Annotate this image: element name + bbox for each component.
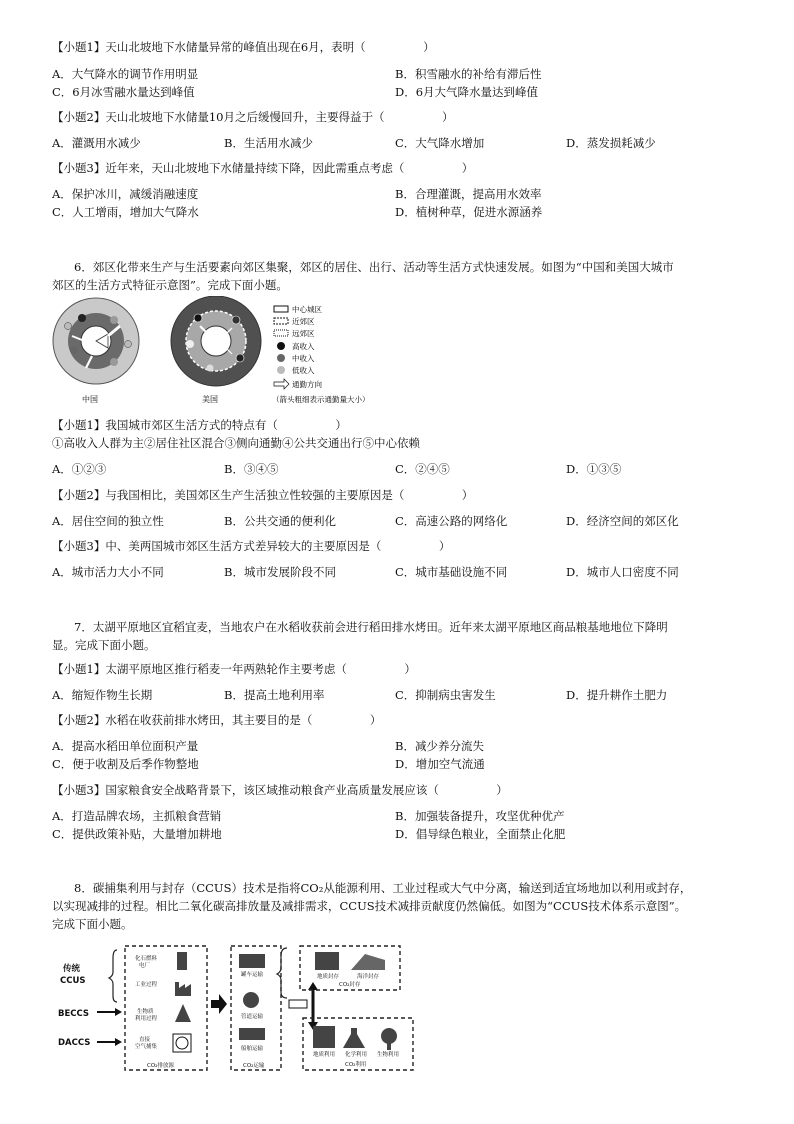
q7-s2-option-a[interactable]: A．提高水稻田单位面积产量 <box>52 739 199 753</box>
geo-storage-icon <box>315 952 339 970</box>
q6-s1-option-c[interactable]: C．②④⑤ <box>395 462 450 476</box>
q7-s2-option-d[interactable]: D．增加空气流通 <box>395 757 485 771</box>
q8-intro-line2: 以实现减排的过程。相比二氧化碳高排放量及减排需求，CCUS技术减排贡献度仍然偏低。如图为“CCUS技术体系示意图”。 <box>52 899 687 913</box>
q5-s2-stem: 【小题2】天山北坡地下水储量10月之后缓慢回升，主要得益于（ ） <box>52 110 454 124</box>
ccus-system-figure <box>55 938 435 1080</box>
plant-icon <box>381 1028 397 1044</box>
legend-note: （箭头粗细表示通勤量大小） <box>272 395 370 404</box>
q8-intro-line3: 完成下面小题。 <box>52 917 133 931</box>
q6-intro-line1: 6．郊区化带来生产与生活要素向郊区集聚，郊区的居住、出行、活动等生活方式快速发展。如图为“中国和美国大城市 <box>74 260 674 274</box>
legend-mid-income: 中收入 <box>292 354 315 363</box>
src-fossil-b: 电厂 <box>139 963 151 969</box>
src-dac: 直接 <box>139 1037 151 1043</box>
tr-title: CO₂运输 <box>243 1063 265 1069</box>
st-title: CO₂封存 <box>339 982 361 988</box>
q7-s3-option-c[interactable]: C．提供政策补贴，大量增加耕地 <box>52 827 222 841</box>
factory-icon <box>175 982 191 996</box>
suburb-lifestyle-figure <box>50 296 390 412</box>
q7-s1-option-d[interactable]: D．提升耕作土肥力 <box>566 688 668 702</box>
q6-s2-option-c[interactable]: C．高速公路的网络化 <box>395 514 508 528</box>
us-title: CO₂利用 <box>345 1062 367 1068</box>
q6-s3-option-b[interactable]: B．城市发展阶段不同 <box>224 565 336 579</box>
power-plant-icon <box>177 952 187 970</box>
q5-s1-option-c[interactable]: C．6月冰雪融水量达到峰值 <box>52 85 195 99</box>
q7-s2-option-c[interactable]: C．便于收割及后季作物整地 <box>52 757 199 771</box>
q5-s3-option-c[interactable]: C．人工增雨，增加大气降水 <box>52 205 199 219</box>
q6-s1-items: ①高收入人群为主②居住社区混合③侧向通勤④公共交通出行⑤中心依赖 <box>52 436 420 450</box>
q6-s3-stem: 【小题3】中、美两国城市郊区生活方式差异较大的主要原因是（ ） <box>52 539 451 553</box>
flow-arrow-icon <box>211 994 227 1014</box>
q7-s1-stem: 【小题1】太湖平原地区推行稻麦一年两熟轮作主要考虑（ ） <box>52 662 416 676</box>
q6-s1-stem: 【小题1】我国城市郊区生活方式的特点有（ ） <box>52 418 347 432</box>
q6-s1-option-b[interactable]: B．③④⑤ <box>224 462 279 476</box>
legend-center-city: 中心城区 <box>292 305 322 314</box>
q7-s3-stem: 【小题3】国家粮食安全战略背景下，该区域推动粮食产业高质量发展应该（ ） <box>52 783 508 797</box>
legend-commute-direction: 通勤方向 <box>292 380 322 389</box>
q6-s2-stem: 【小题2】与我国相比，美国郊区生产生活独立性较强的主要原因是（ ） <box>52 488 474 502</box>
q7-intro-line1: 7．太湖平原地区宜稻宜麦，当地农户在水稻收获前会进行稻田排水烤田。近年来太湖平原地区商品粮基地地位下降明 <box>74 620 668 634</box>
geo-use-icon <box>313 1026 335 1048</box>
q7-s3-option-d[interactable]: D．倡导绿色粮业，全面禁止化肥 <box>395 827 566 841</box>
q5-s2-option-d[interactable]: D．蒸发损耗减少 <box>566 136 656 150</box>
q5-s3-option-b[interactable]: B．合理灌溉，提高用水效率 <box>395 187 542 201</box>
us-geo: 地质利用 <box>313 1052 336 1058</box>
usa-label: 美国 <box>202 395 218 404</box>
legend-low-income: 低收入 <box>292 366 315 375</box>
q7-s3-option-b[interactable]: B．加强装备提升，攻坚优种优产 <box>395 809 565 823</box>
src-dac-b: 空气捕集 <box>135 1044 158 1050</box>
ocean-storage-icon <box>351 954 385 970</box>
legend-far-suburb: 远郊区 <box>292 329 315 338</box>
src-industry: 工业过程 <box>135 982 158 988</box>
tr-pipe: 管道运输 <box>241 1014 264 1020</box>
q7-s2-option-b[interactable]: B．减少养分流失 <box>395 739 484 753</box>
q6-s3-option-c[interactable]: C．城市基础设施不同 <box>395 565 508 579</box>
tanker-truck-icon <box>239 954 265 968</box>
q7-s2-stem: 【小题2】水稻在收获前排水烤田，其主要目的是（ ） <box>52 713 382 727</box>
q5-s2-option-a[interactable]: A．灌溉用水减少 <box>52 136 141 150</box>
q5-s2-option-b[interactable]: B．生活用水减少 <box>224 136 313 150</box>
q7-s3-option-a[interactable]: A．打造品牌农场，主抓粮食营销 <box>52 809 222 823</box>
china-label: 中国 <box>82 395 98 404</box>
q6-s2-option-d[interactable]: D．经济空间的郊区化 <box>566 514 679 528</box>
tree-icon <box>175 1004 191 1022</box>
label-beccs: BECCS <box>58 1009 90 1019</box>
q5-s1-stem: 【小题1】天山北坡地下水储量异常的峰值出现在6月，表明（ ） <box>52 40 435 54</box>
label-traditional: 传统 <box>63 964 81 974</box>
flask-icon <box>343 1028 365 1048</box>
china-city-diagram <box>53 298 139 384</box>
q7-s1-option-a[interactable]: A．缩短作物生长期 <box>52 688 153 702</box>
ship-icon <box>239 1028 265 1040</box>
src-biomass-b: 利用过程 <box>135 1016 158 1022</box>
src-fossil: 化石燃料 <box>135 956 158 962</box>
q6-intro-line2: 郊区的生活方式特征示意图”。完成下面小题。 <box>52 278 288 292</box>
q5-s3-option-d[interactable]: D．植树种草，促进水源涵养 <box>395 205 543 219</box>
q6-s2-option-b[interactable]: B．公共交通的便利化 <box>224 514 336 528</box>
connector-icon <box>289 1000 307 1008</box>
q7-s1-option-b[interactable]: B．提高土地利用率 <box>224 688 325 702</box>
q5-s1-option-a[interactable]: A．大气降水的调节作用明显 <box>52 67 199 81</box>
q6-s1-option-a[interactable]: A．①②③ <box>52 462 107 476</box>
q6-s3-option-d[interactable]: D．城市人口密度不同 <box>566 565 679 579</box>
us-chem: 化学利用 <box>345 1052 368 1058</box>
q5-s1-option-d[interactable]: D．6月大气降水量达到峰值 <box>395 85 539 99</box>
q7-intro-line2: 显。完成下面小题。 <box>52 638 156 652</box>
tr-ship: 船舶运输 <box>241 1046 264 1052</box>
tr-truck: 罐车运输 <box>241 972 264 978</box>
src-title: CO₂排放源 <box>147 1063 174 1069</box>
label-daccs: DACCS <box>58 1038 91 1048</box>
q5-s2-option-c[interactable]: C．大气降水增加 <box>395 136 485 150</box>
legend-high-income: 高收入 <box>292 342 315 351</box>
q5-s1-option-b[interactable]: B．积雪融水的补给有滞后性 <box>395 67 542 81</box>
st-ocean: 海洋封存 <box>357 974 380 980</box>
label-ccus: CCUS <box>60 976 86 986</box>
q5-s3-option-a[interactable]: A．保护冰川，减缓消融速度 <box>52 187 199 201</box>
q6-s1-option-d[interactable]: D．①③⑤ <box>566 462 622 476</box>
source-box <box>125 946 207 1070</box>
q8-intro-line1: 8．碳捕集利用与封存（CCUS）技术是指将CO₂从能源利用、工业过程或大气中分离，输送到适宜场地加以利用或封存， <box>74 881 692 895</box>
figure-legend <box>272 304 370 404</box>
pipeline-icon <box>243 992 259 1008</box>
legend-near-suburb: 近郊区 <box>292 317 315 326</box>
usa-city-diagram <box>171 296 261 386</box>
q5-s3-stem: 【小题3】近年来，天山北坡地下水储量持续下降，因此需重点考虑（ ） <box>52 161 474 175</box>
q6-s2-option-a[interactable]: A．居住空间的独立性 <box>52 514 164 528</box>
q7-s1-option-c[interactable]: C．抑制病虫害发生 <box>395 688 496 702</box>
src-biomass: 生物质 <box>137 1009 154 1015</box>
q6-s3-option-a[interactable]: A．城市活力大小不同 <box>52 565 164 579</box>
us-bio: 生物利用 <box>377 1052 400 1058</box>
st-geo: 地质封存 <box>317 974 340 980</box>
